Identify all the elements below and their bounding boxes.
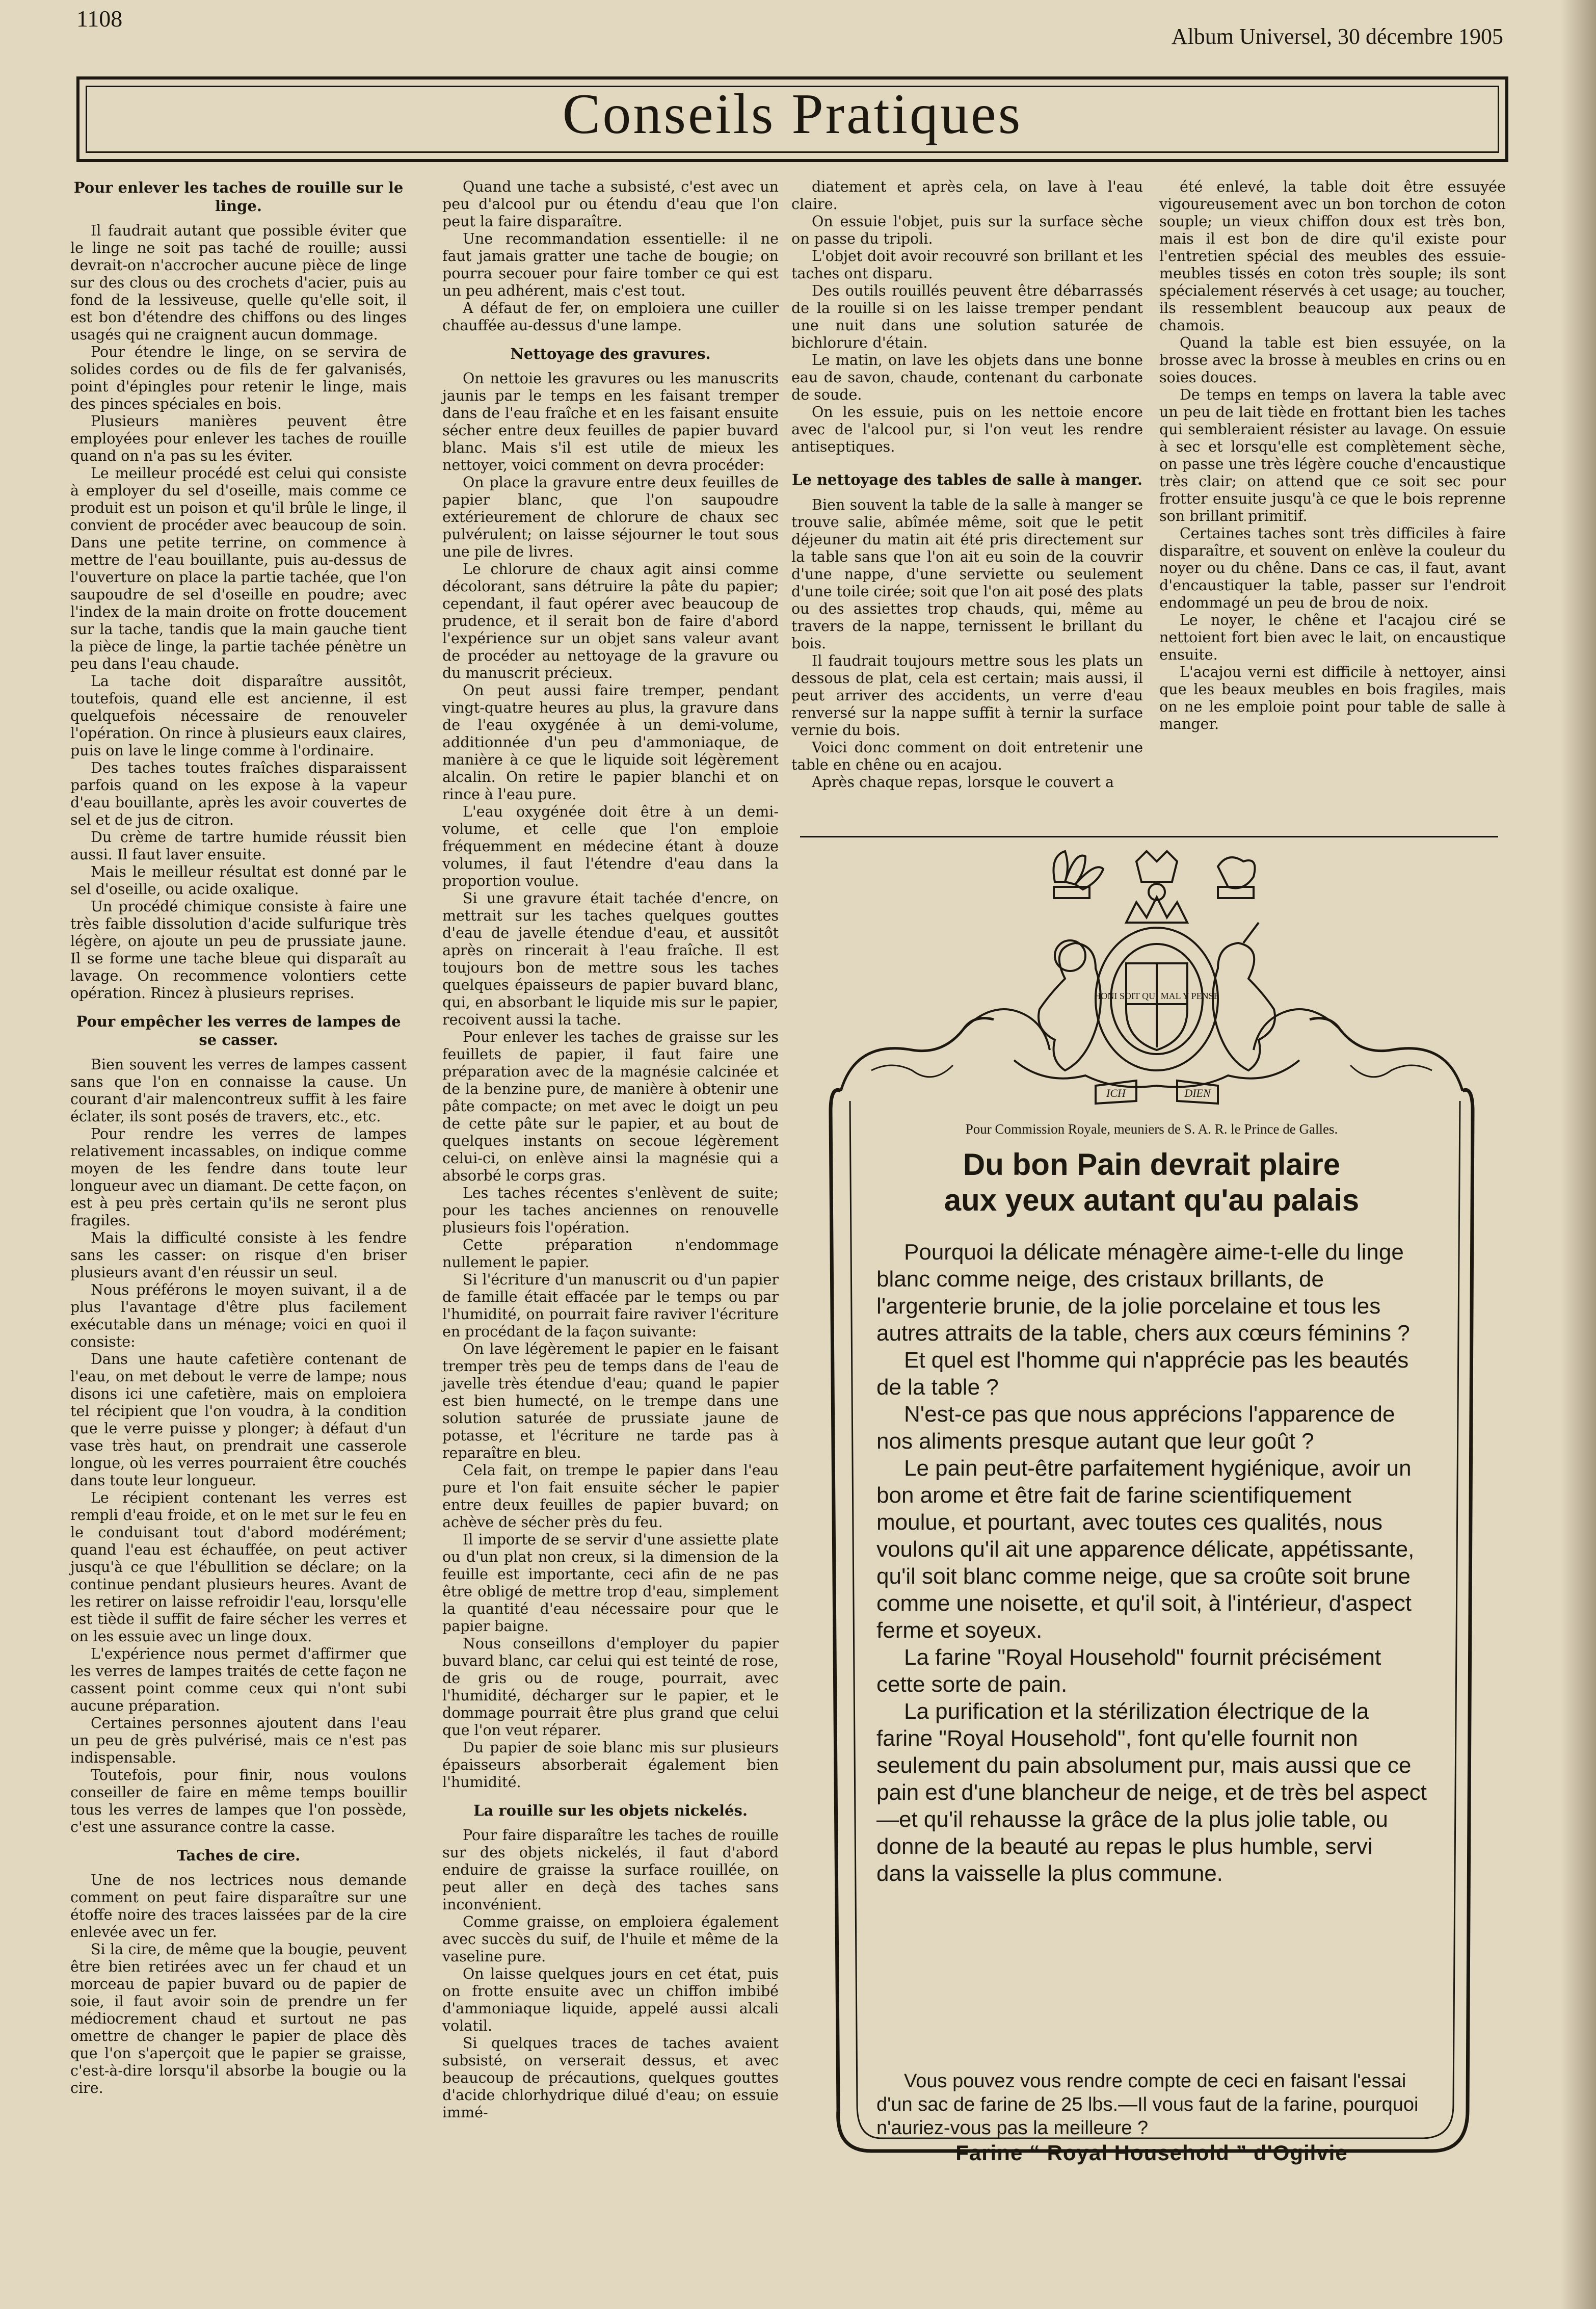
article-paragraph: Cela fait, on trempe le papier dans l'eau pure et l'on fait ensuite sécher le papier entre deux feuilles de papier buvard; on achève de sécher près du feu. bbox=[442, 1462, 779, 1531]
article-paragraph: L'expérience nous permet d'affirmer que les verres de lampes traités de cette façon ne cassent point comme ceux qui n'ont subi aucune préparation. bbox=[70, 1645, 407, 1714]
publication-line: Album Universel, 30 décembre 1905 bbox=[1171, 24, 1503, 49]
article-paragraph: Bien souvent les verres de lampes cassent sans que l'on en connaisse la cause. Un courant d'air malencontreux suffit à les faire éclater, ils sont posés de travers, etc., etc. bbox=[70, 1056, 407, 1125]
article-paragraph: Une recommandation essentielle: il ne faut jamais gratter une tache de bougie; on pourra secouer pour faire tomber ce qui est un peu adhérent, mais c'est tout. bbox=[442, 230, 779, 299]
ad-footer-paragraph: Vous pouvez vous rendre compte de ceci en faisant l'essai d'un sac de farine de 25 lbs.—Il vous faut de la farine, pourquoi n'auriez-vous pas la meilleure ? bbox=[876, 2070, 1419, 2139]
article-paragraph: Le récipient contenant les verres est rempli d'eau froide, et on le met sur le feu en le conduisant tout d'abord modérément; quand l'eau est échauffée, on peut activer jusqu'à ce que l'ébullition se déclare; on la continue pendant plusieurs heures. Avant de les retirer on laisse refroidir l'eau, lorsqu'elle est tiède il suffit de faire sécher les verres et on les essuie avec un linge doux. bbox=[70, 1489, 407, 1645]
article-paragraph: Si l'écriture d'un manuscrit ou d'un papier de famille était effacée par le temps ou par l'humidité, on pourrait faire raviver l'écriture en procédant de la façon suivante: bbox=[442, 1271, 779, 1340]
article-paragraph: La tache doit disparaître aussitôt, toutefois, quand elle est ancienne, il est quelquefois nécessaire de renouveler l'opération. On rince à plusieurs eaux claires, puis on lave le linge comme à l'ordinaire. bbox=[70, 673, 407, 759]
article-paragraph: Le matin, on lave les objets dans une bonne eau de savon, chaude, contenant du carbonate de soude. bbox=[791, 352, 1143, 403]
article-paragraph: Si une gravure était tachée d'encre, on mettrait sur les taches quelques gouttes d'eau de javelle étendue d'eau, et aussitôt après on rincerait à l'eau fraîche. Il est toujours bon de mettre sous les taches quelques épaisseurs de papier buvard blanc, qui, en absorbant le liquide mis sur le papier, recoivent aussi la tache. bbox=[442, 890, 779, 1028]
ribbon-text-right: DIEN bbox=[1184, 1087, 1211, 1099]
article-paragraph: Pour enlever les taches de graisse sur les feuillets de papier, il faut faire une préparation avec de la magnésie calcinée et de la benzine pure, de manière à obtenir une pâte compacte; on met avec le doigt un peu de cette pâte sur le papier, et au bout de quelques instants on secoue légèrement celui-ci, on enlève ainsi la magnésie qui a absorbé le corps gras. bbox=[442, 1029, 779, 1184]
ad-headline-line-1: Du bon Pain devrait plaire bbox=[963, 1147, 1341, 1182]
article-paragraph: Mais la difficulté consiste à les fendre sans les casser: on risque d'en briser plusieurs avant d'en réussir un seul. bbox=[70, 1229, 407, 1281]
article-paragraph: On essuie l'objet, puis sur la surface sèche on passe du tripoli. bbox=[791, 213, 1143, 247]
article-heading: Pour empêcher les verres de lampes de se casser. bbox=[76, 1013, 401, 1048]
article-heading: La rouille sur les objets nickelés. bbox=[473, 1802, 748, 1819]
article-paragraph: Une de nos lectrices nous demande comment on peut faire disparaître sur une étoffe noire des traces laissées par de la cire enlevée avec un fer. bbox=[70, 1872, 407, 1940]
article-paragraph: Cette préparation n'endommage nullement le papier. bbox=[442, 1237, 779, 1271]
article-paragraph: Pour faire disparaître les taches de rouille sur des objets nickelés, il faut d'abord enduire de graisse la surface rouillée, on peut aller en deçà des taches sans inconvénient. bbox=[442, 1827, 779, 1913]
article-paragraph: On les essuie, puis on les nettoie encore avec de l'alcool pur, si l'on veut les rendre antiseptiques. bbox=[791, 404, 1143, 455]
article-paragraph: Dans une haute cafetière contenant de l'eau, on met debout le verre de lampe; nous disons ici une cafetière, mais on emploiera tel récipient que l'on voudra, à la condition que le verre puisse y plonger; à défaut d'un vase très haut, on prendrait une casserole longue, où les verres pourraient être couchés dans toute leur longueur. bbox=[70, 1351, 407, 1489]
article-paragraph: Certaines personnes ajoutent dans l'eau un peu de grès pulvérisé, mais ce n'est pas indispensable. bbox=[70, 1715, 407, 1766]
article-paragraph: Toutefois, pour finir, nous voulons conseiller de faire en même temps bouillir tous les verres de lampes que l'on possède, c'est une assurance contre la casse. bbox=[70, 1767, 407, 1835]
article-paragraph: Il faudrait autant que possible éviter que le linge ne soit pas taché de rouille; aussi devrait-on n'accrocher aucune pièce de linge sur des clous ou des crochets d'acier, puis au fond de la lessiveuse, quelle qu'elle soit, il est bon d'étendre des chiffons ou des linges usagés qui ne craignent aucun dommage. bbox=[70, 222, 407, 343]
article-paragraph: Un procédé chimique consiste à faire une très faible dissolution d'acide sulfurique très légère, on ajoute un peu de prussiate jaune. Il se forme une tache bleue qui disparaît au lavage. On recommence volontiers cette opération. Rincez à plusieurs reprises. bbox=[70, 898, 407, 1002]
article-paragraph: L'acajou verni est difficile à nettoyer, ainsi que les beaux meubles en bois fragiles, mais on ne les emploie point pour table de salle à manger. bbox=[1159, 664, 1506, 732]
article-paragraph: On lave légèrement le papier en le faisant tremper très peu de temps dans de l'eau de javelle très étendue d'eau; quand le papier est bien humecté, on le trempe dans une solution saturée de prussiate jaune de potasse, et l'écriture ne tarde pas à reparaître en bleu. bbox=[442, 1341, 779, 1461]
article-paragraph: Le noyer, le chêne et l'acajou ciré se nettoient fort bien avec le lait, on encaustique ensuite. bbox=[1159, 612, 1506, 663]
section-banner bbox=[76, 76, 1508, 162]
ad-paragraph: La farine "Royal Household" fournit précisément cette sorte de pain. bbox=[876, 1645, 1381, 1697]
ad-body bbox=[876, 1239, 1427, 1887]
ad-divider-rule bbox=[800, 836, 1498, 837]
article-heading: Le nettoyage des tables de salle à manger. bbox=[792, 471, 1142, 488]
article-paragraph: L'eau oxygénée doit être à un demi-volume, et celle que l'on emploie fréquemment en médecine étant à douze volumes, il faut l'étendre d'eau dans la proportion voulue. bbox=[442, 803, 779, 889]
article-paragraph: été enlevé, la table doit être essuyée vigoureusement avec un bon torchon de coton souple; un vieux chiffon doux est très bon, mais il est bon de dire qu'il existe pour l'entretien spécial des meubles des essuie-meubles tissés en coton très souple; ils sont spécialement réservés à cet usage; au toucher, ils ressemblent beaucoup aux peaux de chamois. bbox=[1159, 178, 1506, 334]
ad-royal-warrant-caption: Pour Commission Royale, meuniers de S. A. R. le Prince de Galles. bbox=[965, 1121, 1338, 1137]
article-paragraph: De temps en temps on lavera la table avec un peu de lait tiède en frottant bien les taches qui sembleraient résister au lavage. On essuie à sec et lorsqu'elle est complètement sèche, on passe une très légère couche d'encaustique très clair; on attend que ce soit sec pour frotter ensuite jusqu'à ce que le bois reprenne son brillant primitif. bbox=[1159, 386, 1506, 524]
article-paragraph: Le chlorure de chaux agit ainsi comme décolorant, sans détruire la pâte du papier; cependant, il faut opérer avec beaucoup de prudence, et il serait bon de faire d'abord l'expérience sur un objet sans valeur avant de procéder au nettoyage de la gravure ou du manuscrit précieux. bbox=[442, 561, 779, 681]
article-paragraph: diatement et après cela, on lave à l'eau claire. bbox=[791, 178, 1143, 213]
article-paragraph: On laisse quelques jours en cet état, puis on frotte ensuite avec un chiffon imbibé d'ammoniaque liquide, appelé aussi alcali volatil. bbox=[442, 1965, 779, 2034]
column-2 bbox=[442, 178, 779, 2121]
article-paragraph: Si la cire, de même que la bougie, peuvent être bien retirées avec un fer chaud et un morceau de papier buvard ou de papier de soie, il faut avoir soin de prendre un fer médiocrement chaud et surtout ne pas omettre de changer le papier de place dès que l'on s'aperçoit que le papier se graisse, c'est-à-dire lorsqu'il absorbe la bougie ou la cire. bbox=[70, 1941, 407, 2096]
ad-paragraph: La purification et la stérilization électrique de la farine "Royal Household", font qu'elle fournit non seulement du pain absolument pur, mais aussi que ce pain est d'une blancheur de neige, et de très bel aspect—et qu'il rehausse la grâce de la plus jolie table, ou donne de la beauté au repas le plus humble, servi dans la vaisselle la plus commune. bbox=[876, 1699, 1427, 1886]
column-1 bbox=[70, 178, 407, 2097]
article-paragraph: A défaut de fer, on emploiera une cuiller chauffée au-dessus d'une lampe. bbox=[442, 300, 779, 334]
article-paragraph: Quand une tache a subsisté, c'est avec un peu d'alcool pur ou étendu d'eau que l'on peut la faire disparaître. bbox=[442, 178, 779, 230]
article-paragraph: Quand la table est bien essuyée, on la brosse avec la brosse à meubles en crins ou en soies douces. bbox=[1159, 334, 1506, 386]
article-paragraph: Du papier de soie blanc mis sur plusieurs épaisseurs absorberait également bien l'humidité. bbox=[442, 1739, 779, 1791]
garter-motto: HONI SOIT QUI MAL Y PENSE bbox=[1094, 991, 1219, 1001]
article-paragraph: L'objet doit avoir recouvré son brillant et les taches ont disparu. bbox=[791, 248, 1143, 282]
article-paragraph: Bien souvent la table de la salle à manger se trouve salie, abîmée même, soit que le petit déjeuner du matin ait été pris directement sur la table sans que l'on ait eu soin de la couvrir d'une nappe, d'une serviette ou seulement d'une toile cirée; soit que l'on ait posé des plats ou des assiettes trop chauds, qui, même au travers de la nappe, ternissent le brillant du bois. bbox=[791, 496, 1143, 652]
article-paragraph: Le meilleur procédé est celui qui consiste à employer du sel d'oseille, mais comme ce produit est un poison et qu'il brûle le linge, il convient de procéder avec beaucoup de soin. Dans une petite terrine, on commence à mettre de l'eau bouillante, puis au-dessus de l'ouverture on place la partie tachée, que l'on saupoudre de sel d'oseille en poudre; avec l'index de la main droite on frotte doucement sur la tache, tandis que la main gauche tient la pièce de linge, la partie tachée pénètre un peu dans l'eau chaude. bbox=[70, 465, 407, 672]
ad-brand-name: Farine “ Royal Household ” d'Ogilvie bbox=[955, 2141, 1348, 2165]
royal-crest-icon bbox=[963, 851, 1340, 1104]
article-paragraph: Après chaque repas, lorsque le couvert a bbox=[812, 774, 1114, 791]
article-heading: Nettoyage des gravures. bbox=[510, 345, 711, 362]
article-heading: Pour enlever les taches de rouille sur le linge. bbox=[73, 179, 404, 215]
article-paragraph: On nettoie les gravures ou les manuscrits jaunis par le temps en les faisant tremper dans de l'eau fraîche et en les faisant ensuite sécher entre deux feuilles de papier buvard blanc. Mais s'il est utile de mieux les nettoyer, voici comment on devra procéder: bbox=[442, 370, 779, 474]
article-paragraph: Des taches toutes fraîches disparaissent parfois quand on les expose à la vapeur d'eau bouillante, après les avoir couvertes de sel et de jus de citron. bbox=[70, 759, 407, 828]
article-paragraph: Mais le meilleur résultat est donné par le sel d'oseille, ou acide oxalique. bbox=[70, 863, 407, 898]
ad-paragraph: Et quel est l'homme qui n'apprécie pas les beautés de la table ? bbox=[876, 1348, 1409, 1400]
ad-paragraph: Pourquoi la délicate ménagère aime-t-elle du linge blanc comme neige, des cristaux brillants, de l'argenterie brunie, de la jolie porcelaine et tous les autres attraits de la table, chers aux cœurs féminins ? bbox=[876, 1240, 1410, 1346]
ad-footer-text bbox=[876, 2069, 1427, 2140]
article-paragraph: On peut aussi faire tremper, pendant vingt-quatre heures au plus, la gravure dans de l'eau oxygénée à un demi-volume, additionnée d'un peu d'ammoniaque, de manière à ce que le liquide soit légèrement alcalin. On retire le papier blanchi et on rince à l'eau pure. bbox=[442, 682, 779, 803]
article-paragraph: Voici donc comment on doit entretenir une table en chêne ou en acajou. bbox=[791, 739, 1143, 773]
column-4 bbox=[1159, 178, 1506, 733]
ad-paragraph: N'est-ce pas que nous apprécions l'apparence de nos aliments presque autant que leur goût ? bbox=[876, 1402, 1395, 1454]
ad-paragraph: Le pain peut-être parfaitement hygiénique, avoir un bon arome et être fait de farine scientifiquement moulue, et pourtant, avec toutes ces qualités, nous voulons qu'il ait une apparence délicate, appétissante, qu'il soit blanc comme neige, que sa croûte soit brune comme une noisette, et qu'il soit, à l'intérieur, d'aspect ferme et soyeux. bbox=[876, 1456, 1415, 1643]
article-paragraph: Il importe de se servir d'une assiette plate ou d'un plat non creux, si la dimension de la feuille est importante, ceci afin de ne pas être obligé de mettre trop d'eau, simplement la quantité d'eau nécessaire pour que le papier baigne. bbox=[442, 1531, 779, 1635]
article-heading: Taches de cire. bbox=[176, 1847, 301, 1864]
article-paragraph: Nous conseillons d'employer du papier buvard blanc, car celui qui est teinté de rose, de gris ou de rouge, pourrait, avec l'humidité, décharger sur le papier, et le dommage pourrait être plus grand que celui que l'on veut réparer. bbox=[442, 1635, 779, 1739]
article-paragraph: Pour étendre le linge, on se servira de solides cordes ou de fils de fer galvanisés, point d'épingles pour retenir le linge, mais des pinces spéciales en bois. bbox=[70, 344, 407, 412]
page-number: 1108 bbox=[76, 6, 123, 32]
ogilvie-advertisement bbox=[810, 846, 1493, 2166]
article-paragraph: Si quelques traces de taches avaient subsisté, on verserait dessus, et avec beaucoup de précautions, quelques gouttes d'acide chlorhydrique dilué d'eau; on essuie immé- bbox=[442, 2035, 779, 2121]
article-paragraph: Comme graisse, on emploiera également avec succès du suif, de l'huile et même de la vaseline pure. bbox=[442, 1913, 779, 1965]
ad-headline-line-2: aux yeux autant qu'au palais bbox=[944, 1183, 1360, 1217]
article-paragraph: On place la gravure entre deux feuilles de papier blanc, que l'on saupoudre extérieurement de chlorure de chaux sec pulvérulent; on laisse séjourner le tout sous une pile de livres. bbox=[442, 474, 779, 560]
article-paragraph: Du crème de tartre humide réussit bien aussi. Il faut laver ensuite. bbox=[70, 829, 407, 863]
column-3 bbox=[791, 178, 1143, 791]
article-paragraph: Les taches récentes s'enlèvent de suite; pour les taches anciennes on renouvelle plusieurs fois l'opération. bbox=[442, 1185, 779, 1236]
article-paragraph: Nous préférons le moyen suivant, il a de plus l'avantage d'être plus facilement exécutable dans un ménage; voici en quoi il consiste: bbox=[70, 1281, 407, 1350]
ribbon-text-left: ICH bbox=[1106, 1087, 1126, 1099]
article-paragraph: Des outils rouillés peuvent être débarrassés de la rouille si on les laisse tremper pendant une nuit dans une solution saturée de bichlorure d'étain. bbox=[791, 282, 1143, 351]
page-edge-shadow bbox=[1560, 0, 1596, 2309]
article-paragraph: Il faudrait toujours mettre sous les plats un dessous de plat, cela est certain; mais aussi, il peut arriver des accidents, un verre d'eau renversé sur la nappe suffit à ternir la surface vernie du bois. bbox=[791, 652, 1143, 739]
article-paragraph: Pour rendre les verres de lampes relativement incassables, on indique comme moyen de les fendre dans toute leur longueur avec un diamant. De cette façon, on est à peu près certain qu'ils ne seront plus fragiles. bbox=[70, 1125, 407, 1229]
article-paragraph: Plusieurs manières peuvent être employées pour enlever les taches de rouille quand on n'a pas su les éviter. bbox=[70, 413, 407, 464]
section-title: Conseils Pratiques bbox=[562, 83, 1023, 146]
article-paragraph: Certaines taches sont très difficiles à faire disparaître, et souvent on enlève la couleur du noyer ou du chêne. Dans ce cas, il faut, avant d'encaustiquer la table, passer sur l'endroit endommagé un peu de brou de noix. bbox=[1159, 525, 1506, 611]
ad-headline bbox=[841, 1147, 1462, 1218]
